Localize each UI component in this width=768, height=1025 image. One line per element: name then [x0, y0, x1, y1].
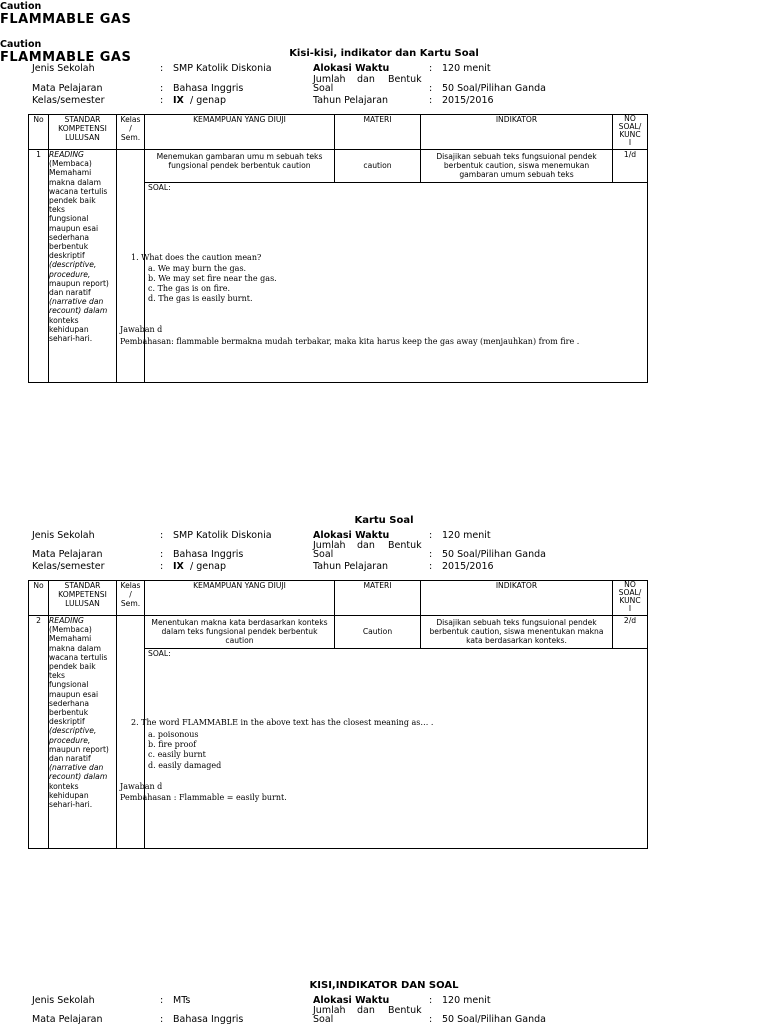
jumlah-label: dan	[357, 74, 375, 85]
standar-kompetensi-text: READING (Membaca) Memahami makna dalam wacana tertulis pendek baik teks fungsional maupun esai sederhana berbentuk deskriptif (descriptive, procedure, maupun report) dan naratif (narrative dan recount) dalam konteks kehidupan sehari-hari.	[49, 150, 117, 383]
colon: :	[429, 83, 433, 94]
row-kemampuan: Menemukan gambaran umu m sebuah teks fungsional pendek berbentuk caution	[145, 150, 335, 183]
header-kelas: Kelas / Sem.	[117, 581, 145, 616]
kelas-label: Kelas/semester	[32, 95, 105, 106]
soal-label: SOAL:	[148, 648, 171, 658]
header-standar-kompetensi: STANDAR KOMPETENSI LULUSAN	[49, 115, 117, 150]
jenis-sekolah-label: Jenis Sekolah	[32, 63, 95, 74]
option-a: a. We may burn the gas.	[148, 264, 247, 273]
kelas-label: Kelas/semester	[32, 561, 105, 572]
mata-pelajaran-value: Bahasa Inggris	[173, 1014, 244, 1025]
tahun-value: 2015/2016	[442, 561, 494, 572]
option-b: b. fire proof	[148, 740, 197, 749]
header-indikator: INDIKATOR	[421, 581, 613, 616]
colon: :	[160, 549, 164, 560]
colon: :	[429, 530, 433, 541]
alokasi-label: Alokasi Waktu	[313, 63, 390, 74]
row-kelas	[117, 616, 145, 849]
tahun-label: Tahun Pelajaran	[313, 561, 389, 572]
soal-value: 50 Soal/Pilihan Ganda	[442, 549, 546, 560]
colon: :	[160, 995, 164, 1006]
section1-title: Kisi-kisi, indikator dan Kartu Soal	[289, 48, 479, 59]
soal-label: SOAL:	[148, 182, 171, 192]
caution-text: FLAMMABLE GAS	[0, 12, 132, 27]
question-text: 1. What does the caution mean?	[131, 253, 262, 262]
jenis-sekolah-label: Jenis Sekolah	[32, 530, 95, 541]
colon: :	[160, 1014, 164, 1025]
tahun-label: Tahun Pelajaran	[313, 95, 389, 106]
mata-pelajaran-label: Mata Pelajaran	[32, 549, 103, 560]
header-standar-kompetensi: STANDAR KOMPETENSI LULUSAN	[49, 581, 117, 616]
kisi-table-2	[28, 580, 648, 849]
kelas-value: IX	[173, 95, 184, 106]
colon: :	[160, 95, 164, 106]
colon: :	[429, 995, 433, 1006]
mata-pelajaran-value: Bahasa Inggris	[173, 83, 244, 94]
question-text: 2. The word FLAMMABLE in the above text has the closest meaning as… .	[131, 718, 434, 727]
alokasi-value: 120 menit	[442, 63, 491, 74]
header-kemampuan: KEMAMPUAN YANG DIUJI	[145, 581, 335, 616]
standar-kompetensi-text: READING (Membaca) Memahami makna dalam wacana tertulis pendek baik teks fungsional maupun esai sederhana berbentuk deskriptif (descriptive, procedure, maupun report) dan naratif (narrative dan recount) dalam konteks kehidupan sehari-hari.	[49, 616, 117, 849]
option-d: d. easily damaged	[148, 761, 222, 770]
row-materi: caution	[335, 150, 421, 183]
jenis-sekolah-label: Jenis Sekolah	[32, 995, 95, 1006]
colon: :	[160, 63, 164, 74]
caution-heading: Caution	[0, 39, 42, 50]
jumlah-label: Jumlah	[313, 74, 346, 85]
mata-pelajaran-label: Mata Pelajaran	[32, 1014, 103, 1025]
header-kemampuan: KEMAMPUAN YANG DIUJI	[145, 115, 335, 150]
option-b: b. We may set fire near the gas.	[148, 274, 277, 283]
row-no: 1	[29, 150, 49, 383]
header-no: No	[29, 581, 49, 616]
kelas-value: / genap	[190, 95, 226, 106]
jumlah-label: Jumlah	[313, 1005, 346, 1016]
soal-cell	[145, 648, 648, 848]
caution-heading: Caution	[0, 1, 42, 12]
header-materi: MATERI	[335, 115, 421, 150]
alokasi-value: 120 menit	[442, 995, 491, 1006]
colon: :	[429, 1014, 433, 1025]
colon: :	[429, 549, 433, 560]
row-kunci: 2/d	[613, 616, 648, 649]
caution-text: FLAMMABLE GAS	[0, 50, 132, 65]
colon: :	[160, 530, 164, 541]
colon: :	[160, 83, 164, 94]
colon: :	[429, 63, 433, 74]
jumlah-label: dan	[357, 540, 375, 551]
kelas-value: IX	[173, 561, 184, 572]
header-indikator: INDIKATOR	[421, 115, 613, 150]
colon: :	[429, 561, 433, 572]
jumlah-label: Jumlah	[313, 540, 346, 551]
colon: :	[160, 561, 164, 572]
jumlah-label: dan	[357, 1005, 375, 1016]
row-no: 2	[29, 616, 49, 849]
jumlah-label: Bentuk	[388, 74, 422, 85]
jenis-sekolah-value: SMP Katolik Diskonia	[173, 530, 272, 541]
option-a: a. poisonous	[148, 730, 199, 739]
alokasi-label: Alokasi Waktu	[313, 995, 390, 1006]
caution-sign	[0, 1, 174, 38]
soal-value: 50 Soal/Pilihan Ganda	[442, 1014, 546, 1025]
kelas-value: / genap	[190, 561, 226, 572]
section2-title: Kartu Soal	[354, 515, 414, 526]
option-d: d. The gas is easily burnt.	[148, 294, 253, 303]
mata-pelajaran-value: Bahasa Inggris	[173, 549, 244, 560]
tahun-value: 2015/2016	[442, 95, 494, 106]
row-materi: Caution	[335, 616, 421, 649]
soal-label: Soal	[313, 1014, 334, 1025]
colon: :	[429, 95, 433, 106]
jawaban: Jawaban d	[120, 325, 163, 334]
pembahasan: Pembahasan : Flammable = easily burnt.	[120, 793, 287, 802]
soal-value: 50 Soal/Pilihan Ganda	[442, 83, 546, 94]
row-indikator: Disajikan sebuah teks fungsuional pendek berbentuk caution, siswa menentukan makna kata berdasarkan konteks.	[421, 616, 613, 649]
jawaban: Jawaban d	[120, 782, 163, 791]
header-no: No	[29, 115, 49, 150]
header-kelas: Kelas / Sem.	[117, 115, 145, 150]
option-c: c. easily burnt	[148, 750, 206, 759]
row-kunci: 1/d	[613, 150, 648, 183]
mata-pelajaran-label: Mata Pelajaran	[32, 83, 103, 94]
option-c: c. The gas is on fire.	[148, 284, 231, 293]
pembahasan: Pembahasan: flammable bermakna mudah terbakar, maka kita harus keep the gas away (menjauhkan) from fire .	[120, 337, 580, 346]
soal-label: Soal	[313, 549, 334, 560]
jumlah-label: Bentuk	[388, 540, 422, 551]
header-no-soal: NO SOAL/ KUNC I	[613, 115, 648, 150]
soal-label: Soal	[313, 83, 334, 94]
jenis-sekolah-value: MTs	[173, 995, 191, 1006]
jumlah-label: Bentuk	[388, 1005, 422, 1016]
row-kemampuan: Menentukan makna kata berdasarkan konteks dalam teks fungsional pendek berbentuk caution	[145, 616, 335, 649]
section3-title: KISI,INDIKATOR DAN SOAL	[309, 980, 459, 991]
header-materi: MATERI	[335, 581, 421, 616]
jenis-sekolah-value: SMP Katolik Diskonia	[173, 63, 272, 74]
alokasi-label: Alokasi Waktu	[313, 530, 390, 541]
alokasi-value: 120 menit	[442, 530, 491, 541]
header-no-soal: NO SOAL/ KUNC I	[613, 581, 648, 616]
row-indikator: Disajikan sebuah teks fungsuional pendek berbentuk caution, siswa menemukan gambaran umum sebuah teks	[421, 150, 613, 183]
